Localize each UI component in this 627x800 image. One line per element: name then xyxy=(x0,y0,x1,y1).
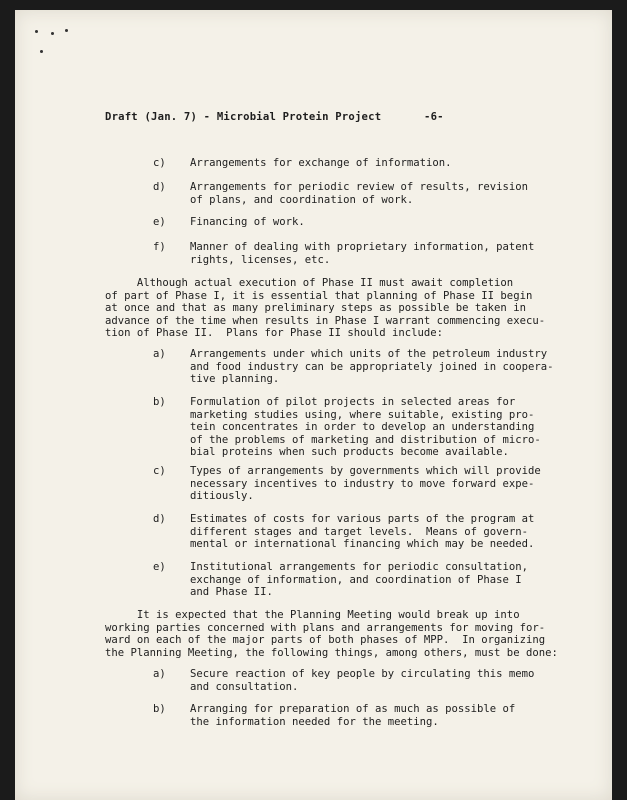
list-item-line: marketing studies using, where suitable, existing pro- xyxy=(190,408,535,421)
list-item-label: c) xyxy=(153,157,166,169)
list-item-line: Arrangements for exchange of information. xyxy=(190,157,452,169)
list-item-line: Arrangements for periodic review of results, revision xyxy=(190,181,529,193)
list-item-label: b) xyxy=(153,703,166,715)
paragraph-line: It is expected that the Planning Meeting would break up into xyxy=(105,609,520,621)
list-item-label: f) xyxy=(153,241,166,253)
list-item-label: d) xyxy=(153,513,166,525)
list-item-label: c) xyxy=(153,465,166,477)
list-item-label: b) xyxy=(153,396,166,408)
list-item-line: Institutional arrangements for periodic consultation, xyxy=(190,561,529,573)
list-item-line: Financing of work. xyxy=(190,216,305,228)
list-item-line: of plans, and coordination of work. xyxy=(190,193,414,206)
list-item-line: Types of arrangements by governments which will provide xyxy=(190,465,541,477)
list-item-line: Arrangements under which units of the petroleum industry xyxy=(190,348,548,360)
list-item-line: bial proteins when such products become available. xyxy=(190,446,509,458)
paragraph-line: working parties concerned with plans and arrangements for moving for- xyxy=(105,621,546,634)
list-item-line: Secure reaction of key people by circulating this memo xyxy=(190,668,535,680)
paragraph-line: Although actual execution of Phase II must await completion xyxy=(105,277,514,289)
list-item-line: tive planning. xyxy=(190,373,280,385)
ink-speck xyxy=(35,30,38,33)
list-item-line: mental or international financing which may be needed. xyxy=(190,538,535,550)
list-item-line: Manner of dealing with proprietary information, patent xyxy=(190,241,535,253)
ink-speck xyxy=(40,50,43,53)
list-item-label: a) xyxy=(153,668,166,680)
list-item-line: Estimates of costs for various parts of the program at xyxy=(190,513,535,525)
list-item-label: d) xyxy=(153,181,166,193)
paragraph-line: the Planning Meeting, the following things, among others, must be done: xyxy=(105,646,558,659)
document-title: Draft (Jan. 7) - Microbial Protein Project xyxy=(105,111,382,123)
paragraph-line: ward on each of the major parts of both phases of MPP. In organizing xyxy=(105,634,546,646)
ink-speck xyxy=(51,32,54,35)
list-item-line: tein concentrates in order to develop an understanding xyxy=(190,421,535,433)
list-item-line: necessary incentives to industry to move forward expe- xyxy=(190,477,535,490)
list-item-label: a) xyxy=(153,348,166,360)
list-item-line: and consultation. xyxy=(190,680,299,693)
list-item-line: Arranging for preparation of as much as possible of xyxy=(190,703,516,715)
list-item-label: e) xyxy=(153,216,166,228)
list-item-line: different stages and target levels. Means of govern- xyxy=(190,525,529,538)
list-item-line: and Phase II. xyxy=(190,586,273,598)
list-item-line: Formulation of pilot projects in selected areas for xyxy=(190,396,516,408)
page-number: -6- xyxy=(424,111,444,123)
list-item-line: the information needed for the meeting. xyxy=(190,715,439,728)
paragraph-line: of part of Phase I, it is essential that planning of Phase II begin xyxy=(105,289,533,302)
list-item-line: ditiously. xyxy=(190,490,254,502)
ink-speck xyxy=(65,29,68,32)
list-item-line: of the problems of marketing and distribution of micro- xyxy=(190,433,541,446)
list-item-line: and food industry can be appropriately joined in coopera- xyxy=(190,360,554,373)
document-page xyxy=(15,10,612,800)
paragraph-line: tion of Phase II. Plans for Phase II should include: xyxy=(105,327,444,339)
paragraph-line: advance of the time when results in Phase I warrant commencing execu- xyxy=(105,314,546,327)
list-item-line: rights, licenses, etc. xyxy=(190,253,331,266)
paragraph-line: at once and that as many preliminary steps as possible be taken in xyxy=(105,302,526,314)
list-item-label: e) xyxy=(153,561,166,573)
list-item-line: exchange of information, and coordination of Phase I xyxy=(190,573,522,586)
